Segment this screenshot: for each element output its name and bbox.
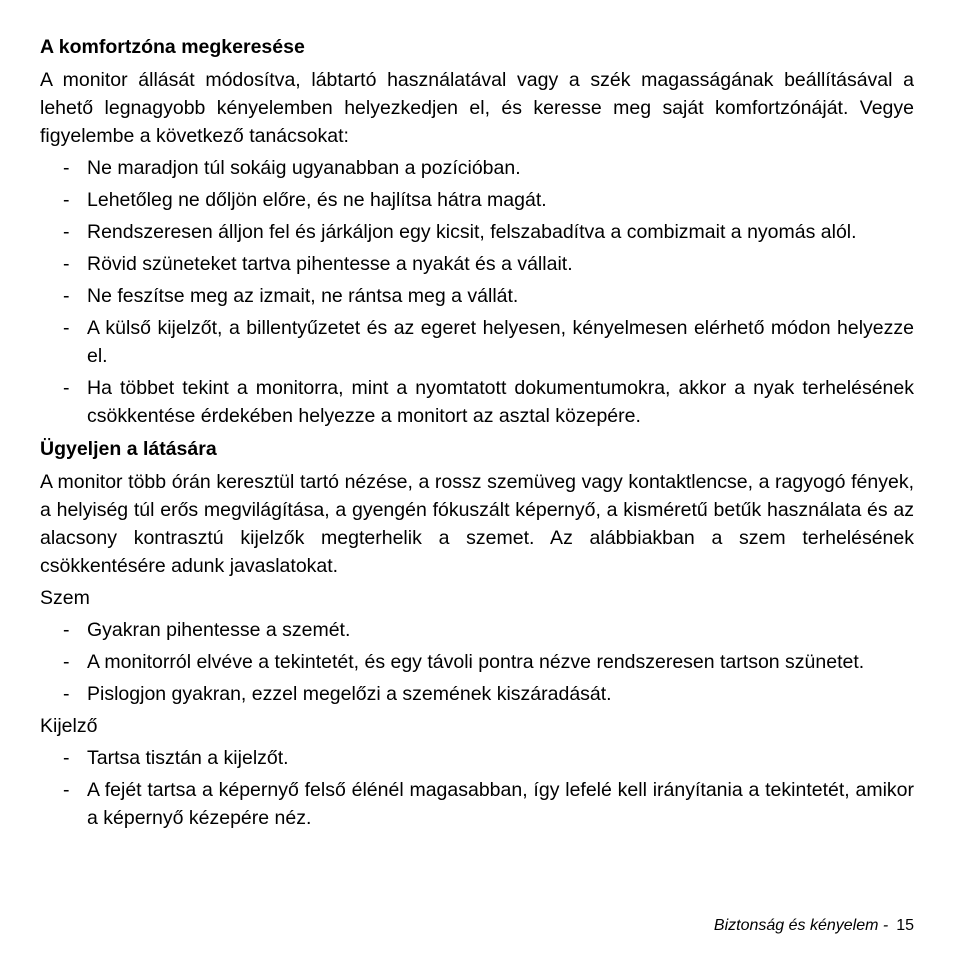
eyes-list xyxy=(40,616,914,708)
dash-bullet: - xyxy=(63,683,70,705)
list-item: - A külső kijelzőt, a billentyűzetet és az egeret helyesen, kényelmesen elérhető módon helyezze el. xyxy=(40,314,914,370)
list-item: - Gyakran pihentesse a szemét. xyxy=(40,616,914,644)
list-item: - Lehetőleg ne dőljön előre, és ne hajlítsa hátra magát. xyxy=(40,186,914,214)
dash-bullet: - xyxy=(63,285,70,307)
dash-bullet: - xyxy=(63,221,70,243)
eyes-subheading: Szem xyxy=(40,587,90,609)
section-heading-eyesight: Ügyeljen a látására xyxy=(40,438,217,460)
list-item: - Rendszeresen álljon fel és járkáljon egy kicsit, felszabadítva a combizmait a nyomás alól. xyxy=(40,218,914,246)
dash-bullet: - xyxy=(63,157,70,179)
dash-bullet: - xyxy=(63,253,70,275)
display-list xyxy=(40,744,914,832)
footer-title: Biztonság és kényelem - xyxy=(713,917,889,934)
dash-bullet: - xyxy=(63,779,70,801)
dash-bullet: - xyxy=(63,747,70,769)
list-item: - Ne feszítse meg az izmait, ne rántsa meg a vállát. xyxy=(40,282,914,310)
page-footer xyxy=(714,917,914,935)
list-item: - A monitorról elvéve a tekintetét, és egy távoli pontra nézve rendszeresen tartson szünetet. xyxy=(40,648,914,676)
dash-bullet: - xyxy=(63,317,70,339)
dash-bullet: - xyxy=(63,651,70,673)
list-item: - Ne maradjon túl sokáig ugyanabban a pozícióban. xyxy=(40,154,914,182)
list-item: - Rövid szüneteket tartva pihentesse a nyakát és a vállait. xyxy=(40,250,914,278)
dash-bullet: - xyxy=(63,377,70,399)
dash-bullet: - xyxy=(63,619,70,641)
list-item: - Tartsa tisztán a kijelzőt. xyxy=(40,744,914,772)
page-number: 15 xyxy=(896,917,914,934)
comfort-zone-list xyxy=(40,154,914,430)
comfort-zone-intro: A monitor állását módosítva, lábtartó használatával vagy a szék magasságának beállításával a lehető legnagyobb kényelemben helyezkedjen el, és keresse meg saját komfortzónáját. Vegye figyelembe a következő tanácsokat: xyxy=(40,69,914,147)
display-subheading: Kijelző xyxy=(40,715,98,737)
dash-bullet: - xyxy=(63,189,70,211)
section-heading-comfort-zone: A komfortzóna megkeresése xyxy=(40,36,305,58)
document-page xyxy=(40,34,914,836)
list-item: - Ha többet tekint a monitorra, mint a nyomtatott dokumentumokra, akkor a nyak terhelésének csökkentése érdekében helyezze a monitort az asztal közepére. xyxy=(40,374,914,430)
list-item: - A fejét tartsa a képernyő felső élénél magasabban, így lefelé kell irányítania a tekintetét, amikor a képernyő kézepére néz. xyxy=(40,776,914,832)
eyesight-intro: A monitor több órán keresztül tartó nézése, a rossz szemüveg vagy kontaktlencse, a ragyogó fények, a helyiség túl erős megvilágítása, a gyengén fókuszált képernyő, a kisméretű betűk használata és az alacsony kontrasztú kijelzők megterhelik a szemet. Az alábbiakban a szem terhelésének csökkentésére adunk javaslatokat. xyxy=(40,471,914,577)
list-item: - Pislogjon gyakran, ezzel megelőzi a szemének kiszáradását. xyxy=(40,680,914,708)
